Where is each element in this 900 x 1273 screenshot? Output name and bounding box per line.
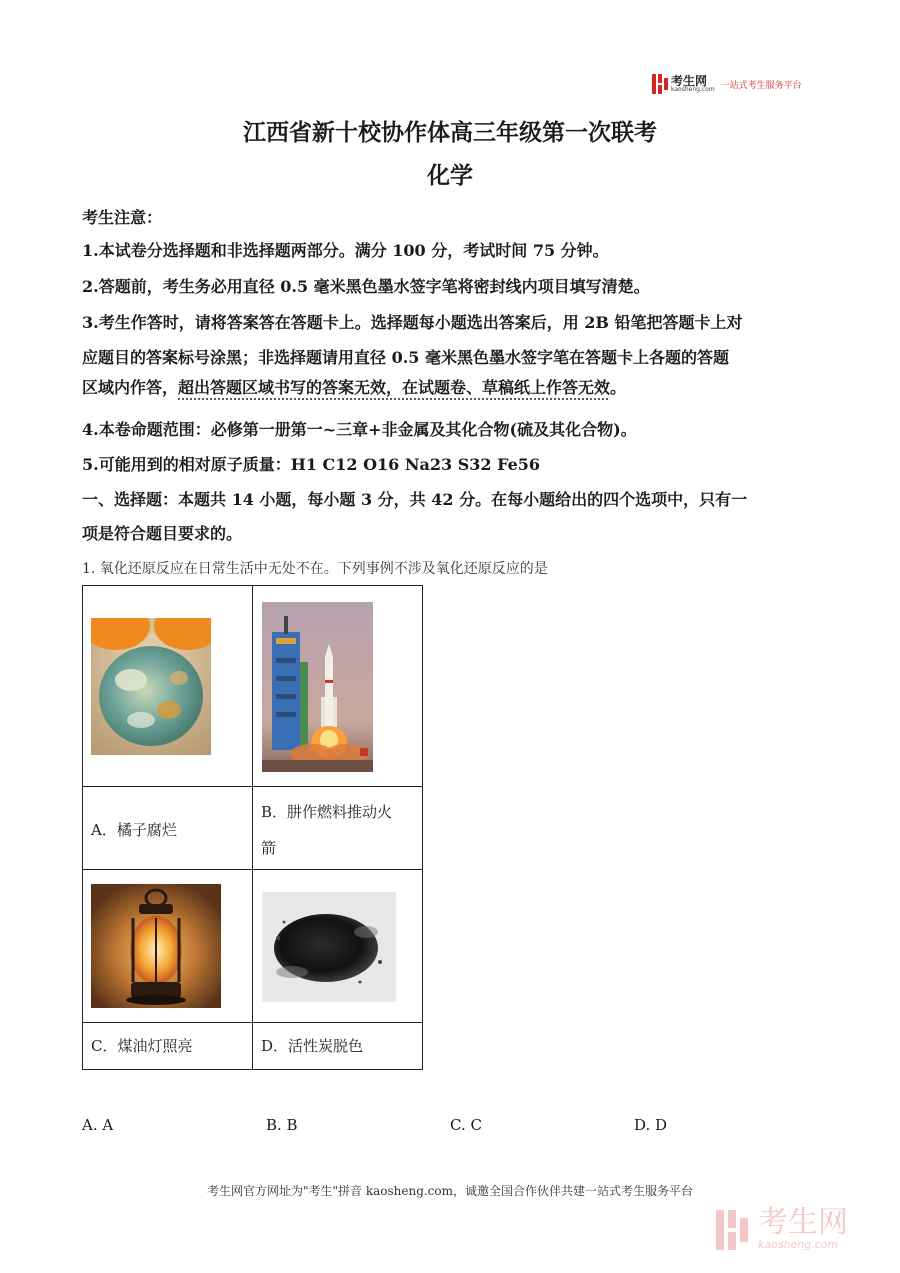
- notice-item-3-line-3: [82, 375, 626, 398]
- notice-item-3-line-1: 3.考生作答时，请将答案答在答题卡上。选择题每小题选出答案后，用 2B 铅笔把答题卡上对: [82, 313, 743, 332]
- logo-mark-icon: [652, 74, 668, 94]
- notice-item-5: 5.可能用到的相对原子质量：H1 C12 O16 Na23 S32 Fe56: [82, 455, 541, 474]
- option-a-label-cell: [83, 787, 253, 870]
- choice-b: B. B: [266, 1116, 298, 1134]
- logo-slogan: 一站式考生服务平台: [720, 80, 802, 91]
- page-footer: 考生网官方网址为"考生"拼音 kaosheng.com，诚邀全国合作伙伴共建一站式考生服务平台: [206, 1184, 694, 1198]
- subject-title: 化学: [427, 162, 473, 189]
- watermark-logo-icon: [716, 1210, 752, 1250]
- choice-a: A. A: [82, 1116, 114, 1134]
- option-d-label-cell: [253, 1023, 423, 1070]
- watermark-domain: kaosheng.com: [758, 1238, 839, 1251]
- option-d-image-cell: [253, 870, 423, 1023]
- site-logo: [652, 72, 802, 96]
- exam-title: 江西省新十校协作体高三年级第一次联考: [243, 119, 657, 146]
- activated-carbon-image: [262, 892, 396, 1002]
- question-1-option-table: [82, 585, 423, 1070]
- choice-c: C. C: [450, 1116, 482, 1134]
- option-c-label-cell: [83, 1023, 253, 1070]
- section-1-intro-line-2: 项是符合题目要求的。: [82, 524, 243, 543]
- notice-item-3-line-2: 应题目的答案标号涂黑；非选择题请用直径 0.5 毫米黑色墨水签字笔在答题卡上各题的答题: [82, 348, 729, 367]
- moldy-orange-image: [91, 618, 211, 755]
- option-b-label-line-1: B．肼作燃料推动火: [261, 803, 393, 821]
- notice-item-4: 4.本卷命题范围：必修第一册第一~三章+非金属及其化合物(硫及其化合物)。: [82, 420, 637, 439]
- notice-item-3-pre: 区域内作答，: [82, 378, 179, 397]
- option-b-label-cell: [253, 787, 423, 870]
- logo-domain: kaosheng.com: [671, 86, 715, 93]
- option-c-image-cell: [83, 870, 253, 1023]
- option-d-label: D．活性炭脱色: [261, 1037, 364, 1055]
- notice-item-2: 2.答题前，考生务必用直径 0.5 毫米黑色墨水签字笔将密封线内项目填写清楚。: [82, 277, 650, 296]
- rocket-launch-image: [262, 602, 373, 772]
- watermark-name: 考生网: [758, 1205, 848, 1240]
- option-a-image-cell: [83, 586, 253, 787]
- logo-name: 考生网: [671, 74, 708, 88]
- question-1-stem: 1. 氧化还原反应在日常生活中无处不在。下列事例不涉及氧化还原反应的是: [82, 561, 548, 577]
- choice-d: D. D: [634, 1116, 668, 1134]
- notice-item-3-emphasis: 超出答题区域书写的答案无效，在试题卷、草稿纸上作答无效: [178, 378, 611, 397]
- watermark: [716, 1205, 848, 1251]
- notice-item-3-post: 。: [610, 378, 627, 397]
- notice-heading: 考生注意：: [82, 208, 163, 227]
- notice-item-1: 1.本试卷分选择题和非选择题两部分。满分 100 分，考试时间 75 分钟。: [82, 241, 609, 260]
- option-b-label-line-2: 箭: [261, 839, 277, 857]
- option-c-label: C．煤油灯照亮: [91, 1037, 193, 1055]
- option-a-label: A．橘子腐烂: [91, 821, 177, 839]
- option-b-image-cell: [253, 586, 423, 787]
- section-1-intro-line-1: 一、选择题：本题共 14 小题，每小题 3 分，共 42 分。在每小题给出的四个选项中，只有一: [82, 490, 748, 509]
- kerosene-lamp-image: [91, 884, 221, 1008]
